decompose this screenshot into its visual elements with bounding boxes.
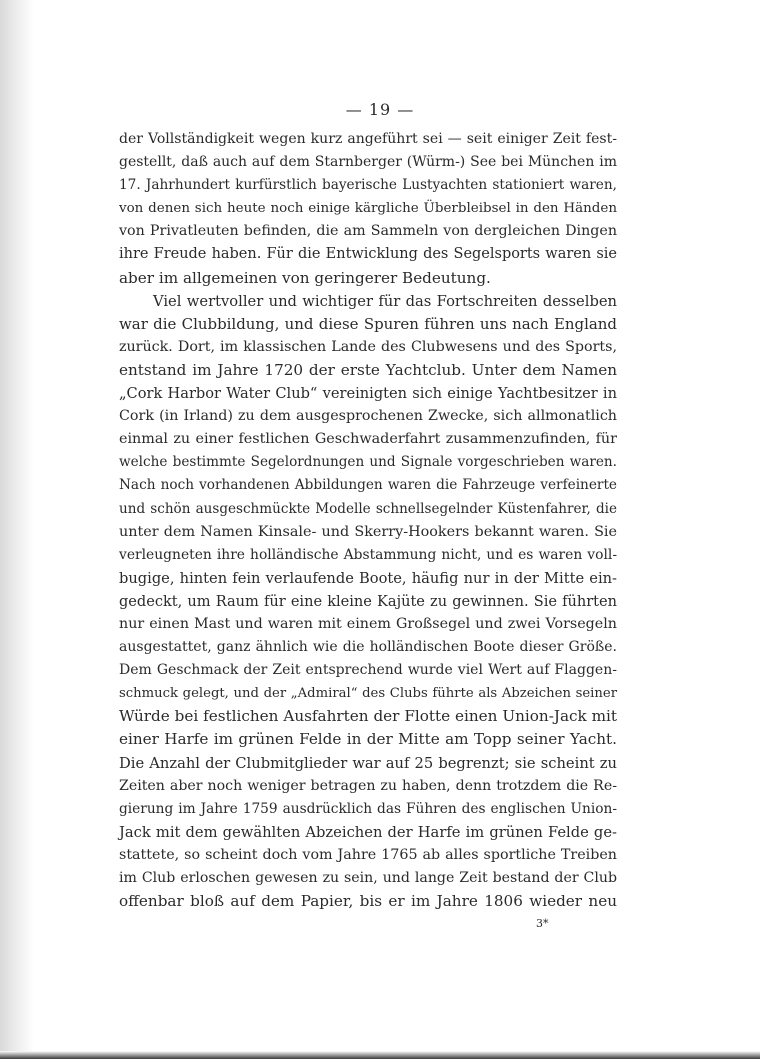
page-number: — 19 — — [345, 100, 415, 119]
text-line: gierung im Jahre 1759 ausdrücklich das Führen des englischen Union- — [119, 800, 617, 817]
text-line: ausgestattet, ganz ähnlich wie die holländischen Boote dieser Größe. — [119, 639, 617, 656]
text-line: gedeckt, um Raum für eine kleine Kajüte zu gewinnen. Sie führten — [119, 592, 617, 610]
text-line: nur einen Mast und waren mit einem Großsegel und zwei Vorsegeln — [119, 615, 617, 632]
text-line: im Club erloschen gewesen zu sein, und lange Zeit bestand der Club — [119, 870, 617, 886]
text-line: von denen sich heute noch einige kärgliche Überbleibsel in den Händen — [119, 201, 617, 217]
body-text — [119, 128, 617, 913]
text-line: Dem Geschmack der Zeit entsprechend wurde viel Wert auf Flaggen- — [119, 662, 617, 679]
text-line: Zeiten aber noch weniger betragen zu haben, denn trotzdem die Re- — [119, 777, 617, 794]
text-line: von Privatleuten befinden, die am Sammeln von dergleichen Dingen — [119, 223, 617, 240]
text-line: zurück. Dort, im klassischen Lande des Clubwesens und des Sports, — [119, 338, 617, 355]
text-line: 17. Jahrhundert kurfürstlich bayerische Lustyachten stationiert waren, — [119, 177, 617, 194]
text-line: war die Clubbildung, und diese Spuren führen uns nach England — [119, 314, 617, 333]
text-line: Nach noch vorhandenen Abbildungen waren die Fahrzeuge verfeinerte — [119, 477, 617, 494]
text-line: einer Harfe im grünen Felde in der Mitte am Topp seiner Yacht. — [119, 730, 617, 749]
text-line: der Vollständigkeit wegen kurz angeführt sei — seit einiger Zeit fest- — [119, 131, 617, 147]
text-line: bugige, hinten fein verlaufende Boote, häufig nur in der Mitte ein- — [119, 569, 617, 587]
text-line: einmal zu einer festlichen Geschwaderfahrt zusammenzufinden, für — [119, 431, 617, 448]
text-line: Die Anzahl der Clubmitglieder war auf 25 begrenzt; sie scheint zu — [119, 754, 617, 772]
text-line: gestellt, daß auch auf dem Starnberger (Würm-) See bei München im — [119, 154, 617, 171]
text-line: Cork (in Irland) zu dem ausgesprochenen Zwecke, sich allmonatlich — [119, 408, 617, 425]
signature-mark: 3* — [536, 917, 549, 930]
text-line: und schön ausgeschmückte Modelle schnellsegelnder Küstenfahrer, die — [119, 500, 617, 517]
text-line: welche bestimmte Segelordnungen und Signale vorgeschrieben waren. — [119, 454, 617, 471]
page-bottom-edge — [0, 1051, 760, 1059]
text-line: aber im allgemeinen von geringerer Bedeutung. — [119, 268, 491, 287]
text-line: Jack mit dem gewählten Abzeichen der Harfe im grünen Felde ge- — [119, 823, 617, 841]
text-line: Würde bei festlichen Ausfahrten der Flotte einen Union-Jack mit — [119, 707, 617, 726]
page-binding-edge — [0, 0, 34, 1059]
text-line: ihre Freude haben. Für die Entwicklung des Segelsports waren sie — [119, 246, 617, 263]
paragraph-start-line: Viel wertvoller und wichtiger für das Fortschreiten desselben — [153, 292, 617, 310]
text-line: offenbar bloß auf dem Papier, bis er im Jahre 1806 wieder neu — [119, 892, 617, 911]
text-line: stattete, so scheint doch vom Jahre 1765 ab alles sportliche Treiben — [119, 846, 617, 863]
text-line: verleugneten ihre holländische Abstammung nicht, und es waren voll- — [119, 546, 617, 563]
text-line: unter dem Namen Kinsale- und Skerry-Hookers bekannt waren. Sie — [119, 523, 617, 540]
text-line: schmuck gelegt, und der „Admiral“ des Clubs führte als Abzeichen seiner — [119, 686, 617, 702]
text-line: „Cork Harbor Water Club“ vereinigten sich einige Yachtbesitzer in — [119, 385, 617, 403]
text-line: entstand im Jahre 1720 der erste Yachtclub. Unter dem Namen — [119, 360, 617, 379]
